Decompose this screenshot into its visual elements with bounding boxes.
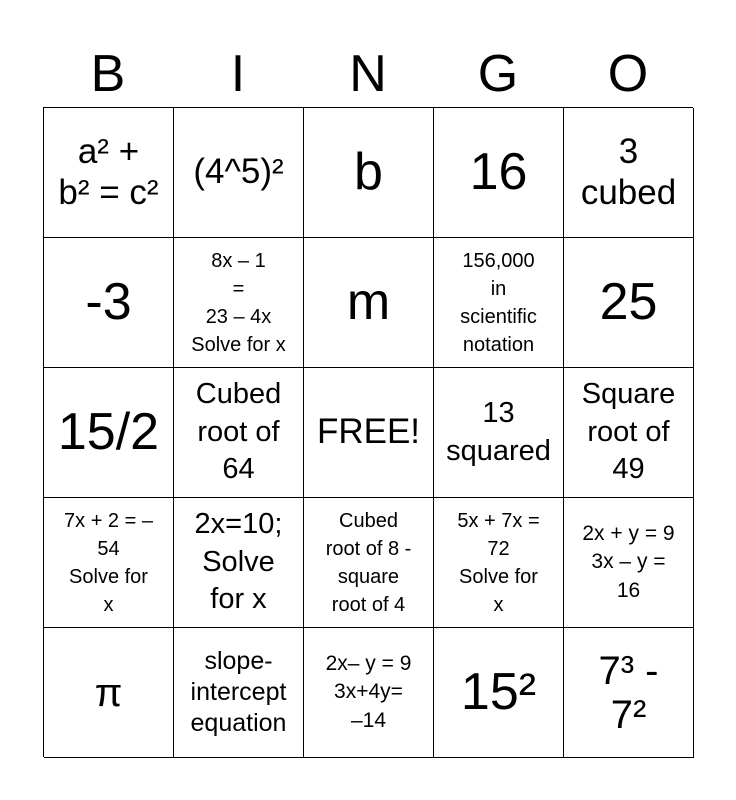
bingo-cell[interactable]	[564, 498, 694, 628]
header-letter-o: O	[607, 45, 649, 103]
bingo-header	[43, 40, 693, 108]
bingo-cell[interactable]	[174, 498, 304, 628]
cell-text: 2x=10; Solve for x	[194, 507, 283, 616]
bingo-cell[interactable]	[434, 498, 564, 628]
cell-text: m	[346, 273, 391, 332]
cell-text: 8x – 1 = 23 – 4x Solve for x	[191, 249, 286, 356]
cell-text: 2x– y = 9 3x+4y= –14	[325, 651, 412, 732]
bingo-cell[interactable]	[174, 628, 304, 758]
cell-text: Cubed root of 8 - square root of 4	[325, 509, 412, 616]
cell-text: 15/2	[57, 403, 160, 462]
bingo-cell[interactable]	[44, 498, 174, 628]
bingo-cell[interactable]	[44, 628, 174, 758]
bingo-cell[interactable]	[564, 368, 694, 498]
cell-text: 3 cubed	[580, 132, 677, 212]
cell-text: 15²	[460, 663, 537, 722]
bingo-cell[interactable]	[304, 368, 434, 498]
bingo-cell[interactable]	[564, 108, 694, 238]
bingo-cell[interactable]	[304, 238, 434, 368]
bingo-cell[interactable]	[174, 108, 304, 238]
cell-text: 7³ - 7²	[598, 648, 659, 737]
bingo-cell[interactable]	[44, 368, 174, 498]
cell-text: b	[354, 143, 383, 202]
bingo-cell[interactable]	[434, 238, 564, 368]
header-letter-n: N	[349, 45, 387, 103]
cell-text: 2x + y = 9 3x – y = 16	[582, 521, 675, 602]
cell-text: (4^5)²	[193, 152, 284, 192]
cell-text: 156,000 in scientific notation	[460, 249, 537, 356]
cell-text: a² + b² = c²	[58, 132, 159, 212]
bingo-board	[43, 107, 693, 757]
header-letter-i: I	[230, 45, 246, 103]
bingo-cell[interactable]	[44, 238, 174, 368]
bingo-cell[interactable]	[564, 628, 694, 758]
cell-text: -3	[85, 273, 132, 332]
bingo-cell[interactable]	[174, 238, 304, 368]
free-space: FREE!	[316, 412, 421, 452]
cell-text: 13 squared	[446, 396, 551, 467]
bingo-cell[interactable]	[304, 628, 434, 758]
bingo-cell[interactable]	[304, 498, 434, 628]
bingo-cell[interactable]	[434, 368, 564, 498]
cell-text: π	[94, 670, 123, 715]
cell-text: Square root of 49	[581, 377, 676, 486]
cell-text: 7x + 2 = – 54 Solve for x	[64, 509, 153, 616]
bingo-cell[interactable]	[434, 108, 564, 238]
bingo-cell[interactable]	[564, 238, 694, 368]
header-letter-b: B	[90, 45, 126, 103]
header-letter-g: G	[477, 45, 519, 103]
cell-text: Cubed root of 64	[195, 377, 282, 486]
bingo-cell[interactable]	[174, 368, 304, 498]
cell-text: 5x + 7x = 72 Solve for x	[457, 509, 540, 616]
bingo-cell[interactable]	[44, 108, 174, 238]
bingo-cell[interactable]	[434, 628, 564, 758]
bingo-cell[interactable]	[304, 108, 434, 238]
cell-text: 16	[469, 143, 528, 202]
cell-text: 25	[599, 273, 658, 332]
cell-text: slope- intercept equation	[190, 646, 287, 738]
